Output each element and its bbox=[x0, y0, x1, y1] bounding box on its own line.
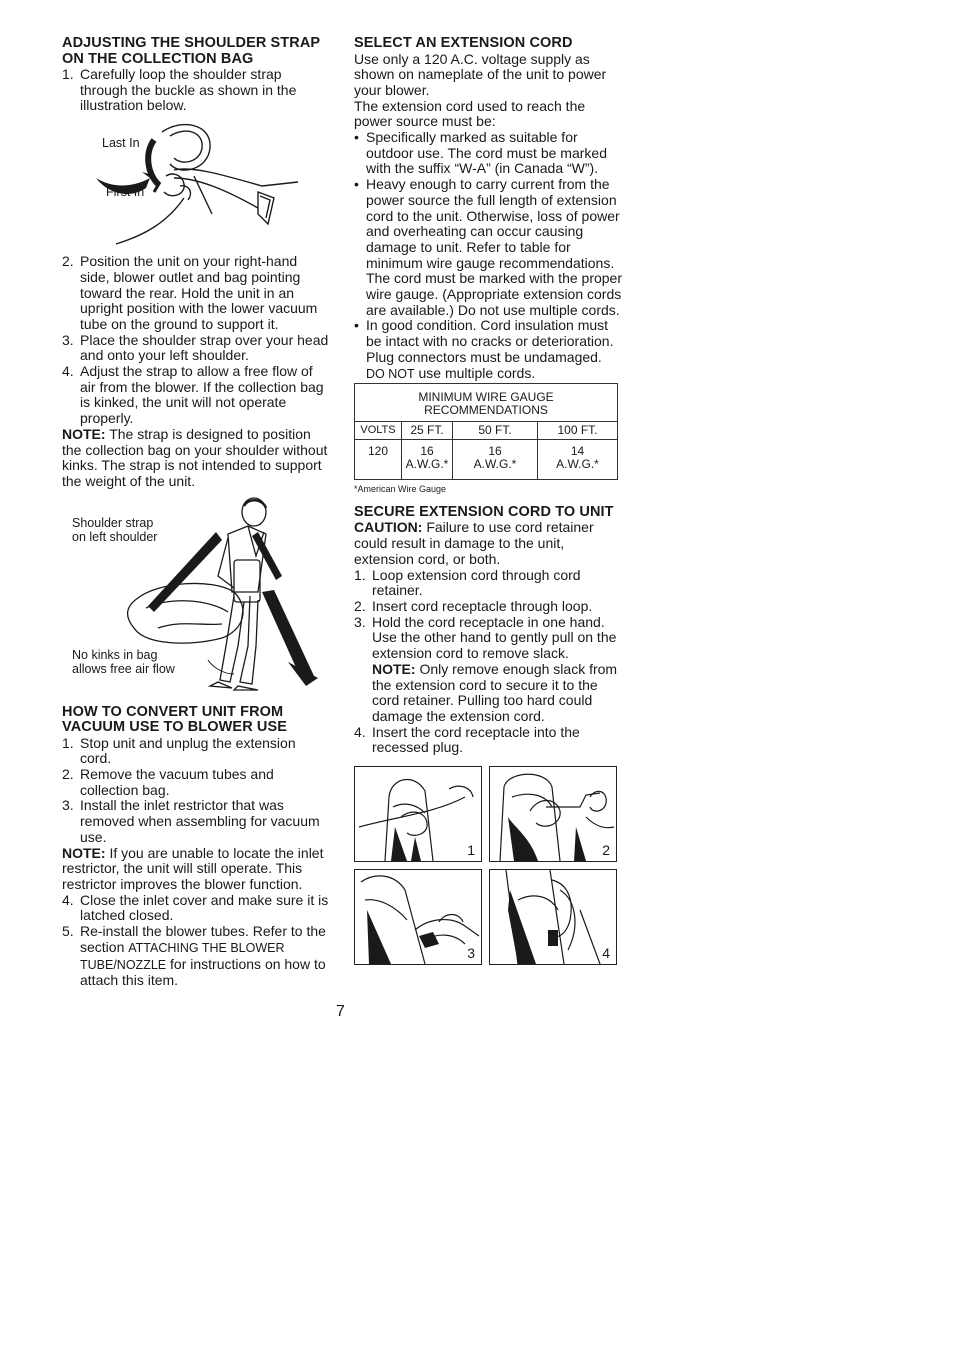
cord-requirements bbox=[354, 130, 622, 382]
list-item: 3. Install the inlet restrictor that was removed when assembling for vacuum use. bbox=[62, 797, 320, 845]
panel-number: 2 bbox=[602, 842, 610, 859]
table-header: 100 FT. bbox=[538, 422, 618, 440]
section-reference: ATTACHING THE BLOWER TUBE/NOZZLE bbox=[80, 940, 285, 972]
convert-steps bbox=[62, 736, 330, 846]
step-panel-4 bbox=[489, 869, 617, 965]
panel-number: 3 bbox=[467, 945, 475, 962]
list-item: 5. Re-install the blower tubes. Refer to the section ATTACHING THE BLOWER TUBE/NOZZLE for instructions on how to attach this item. bbox=[62, 923, 326, 989]
list-item: 1. Loop extension cord through cord retainer. bbox=[354, 566, 581, 599]
select-cord-paragraph-2: The extension cord used to reach the power source must be: bbox=[354, 97, 586, 130]
select-cord-paragraph-1: Use only a 120 A.C. voltage supply as shown on nameplate of the unit to power your blower. bbox=[354, 50, 607, 98]
secure-cord-section bbox=[354, 505, 622, 965]
list-item: • Heavy enough to carry current from the power source the full length of extension cord to the unit. Otherwise, loss of power and overheating can occur causing damage to unit. Refer to table for minimum wire gauge recommendations. The cord must be marked with the proper wire gauge. (Appropriate extension cords are available.) Do not use multiple cords. bbox=[354, 177, 622, 318]
step-panel-3 bbox=[354, 869, 482, 965]
shoulder-strap-note: NOTE: The strap is designed to position the collection bag on your shoulder without kinks. The strap is not intended to support the weight of the unit. bbox=[62, 425, 328, 489]
shoulder-strap-steps-continued bbox=[62, 254, 330, 427]
page-number: 7 bbox=[336, 1003, 345, 1020]
list-item: • In good condition. Cord insulation must be intact with no cracks or deterioration. Plug connectors must be undamaged. DO NOT use multiple cords. bbox=[354, 318, 622, 382]
shoulder-strap-label: Shoulder strap on left shoulder bbox=[72, 515, 158, 544]
caution-paragraph: CAUTION: Failure to use cord retainer could result in damage to the unit, extension cord, or both. bbox=[354, 519, 594, 567]
list-item: 3. Place the shoulder strap over your head and onto your left shoulder. bbox=[62, 331, 329, 364]
list-item: 4. Insert the cord receptacle into the recessed plug. bbox=[354, 723, 580, 756]
cord-steps-illustration bbox=[354, 766, 622, 965]
secure-cord-steps bbox=[354, 568, 622, 756]
left-column bbox=[62, 36, 330, 989]
panel-number: 4 bbox=[602, 945, 610, 962]
table-header: 25 FT. bbox=[402, 422, 453, 440]
select-cord-heading: SELECT AN EXTENSION CORD bbox=[354, 35, 573, 51]
list-item: 2. Position the unit on your right-hand side, blower outlet and bag pointing toward the rear. Hold the unit in an upright position with the lower vacuum tube on the ground to support it. bbox=[62, 253, 318, 332]
shoulder-strap-steps bbox=[62, 67, 330, 114]
convert-note: NOTE: If you are unable to locate the inlet restrictor, the unit will still operate. This restrictor improves the blower function. bbox=[62, 844, 324, 892]
list-item: 2. Remove the vacuum tubes and collection bag. bbox=[62, 766, 274, 798]
shoulder-strap-heading: ADJUSTING THE SHOULDER STRAP ON THE COLLECTION BAG bbox=[62, 35, 321, 67]
list-item: 4. Adjust the strap to allow a free flow of air from the blower. If the collection bag is kinked, the unit will not operate properly. bbox=[62, 363, 324, 427]
table-title: MINIMUM WIRE GAUGE RECOMMENDATIONS bbox=[355, 384, 618, 422]
list-item: 2. Insert cord receptacle through loop. bbox=[354, 597, 593, 614]
panel-number: 1 bbox=[467, 842, 475, 859]
step-panel-1 bbox=[354, 766, 482, 862]
table-cell: 16 A.W.G.* bbox=[453, 440, 538, 480]
step-2-drawing bbox=[490, 767, 616, 861]
first-in-label: First In bbox=[106, 185, 145, 200]
list-item: 1. Carefully loop the shoulder strap through the buckle as shown in the illustration below. bbox=[62, 66, 297, 114]
last-in-label: Last In bbox=[102, 136, 140, 151]
buckle-drawing bbox=[62, 114, 330, 254]
list-item: 1. Stop unit and unplug the extension cord. bbox=[62, 734, 296, 767]
step-4-drawing bbox=[490, 870, 616, 964]
convert-unit-section bbox=[62, 705, 330, 989]
list-item: • Specifically marked as suitable for outdoor use. The cord must be marked with the suffix “W-A” (in Canada “W”). bbox=[354, 130, 622, 177]
table-row bbox=[355, 384, 618, 422]
secure-cord-heading: SECURE EXTENSION CORD TO UNIT bbox=[354, 503, 614, 520]
table-row bbox=[355, 440, 618, 480]
list-item: 4. Close the inlet cover and make sure it is latched closed. bbox=[62, 891, 329, 924]
convert-unit-heading: HOW TO CONVERT UNIT FROM VACUUM USE TO BLOWER USE bbox=[62, 703, 288, 736]
list-item: 3. Hold the cord receptacle in one hand. Use the other hand to gently pull on the extension cord to remove slack. NOTE: Only remove enough slack from the extension cord to secure it to the cord retainer. Pulling too hard could damage the extension cord. bbox=[354, 613, 618, 724]
table-footnote: *American Wire Gauge bbox=[354, 484, 447, 495]
no-kinks-label: No kinks in bag allows free air flow bbox=[72, 647, 175, 676]
table-row bbox=[355, 422, 618, 440]
table-cell: 120 bbox=[355, 440, 402, 480]
step-panel-2 bbox=[489, 766, 617, 862]
right-column bbox=[354, 36, 622, 965]
select-cord-section bbox=[354, 36, 622, 498]
table-cell: 14 A.W.G.* bbox=[538, 440, 618, 480]
table-cell: 16 A.W.G.* bbox=[402, 440, 453, 480]
wire-gauge-table bbox=[354, 383, 618, 480]
table-header: 50 FT. bbox=[453, 422, 538, 440]
step-3-drawing bbox=[355, 870, 481, 964]
table-header: VOLTS bbox=[355, 422, 402, 440]
operator-illustration bbox=[62, 496, 330, 702]
buckle-illustration bbox=[62, 114, 330, 254]
convert-steps-continued bbox=[62, 893, 330, 989]
step-1-drawing bbox=[355, 767, 481, 861]
shoulder-strap-section bbox=[62, 36, 330, 702]
